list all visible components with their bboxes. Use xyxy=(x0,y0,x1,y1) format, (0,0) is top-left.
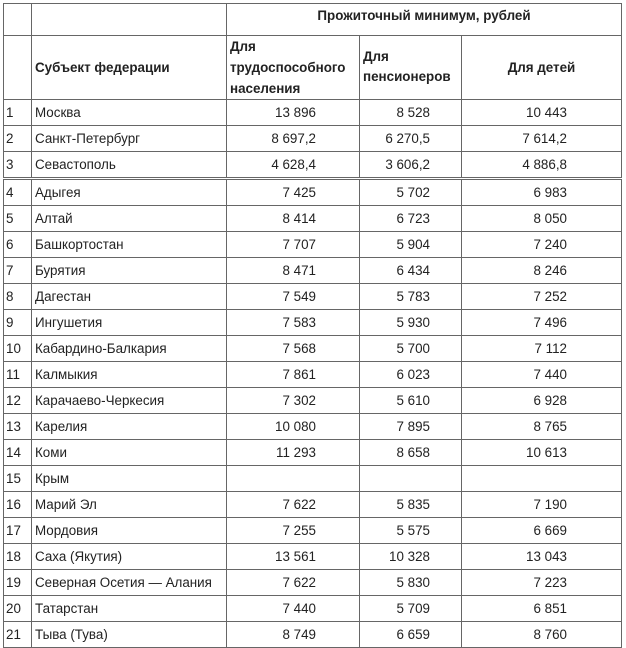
table-row xyxy=(4,310,622,336)
children-value: 8 246 xyxy=(462,258,622,284)
working-value xyxy=(227,466,360,492)
children-value: 8 050 xyxy=(462,206,622,232)
children-value: 6 669 xyxy=(462,518,622,544)
children-value: 7 252 xyxy=(462,284,622,310)
region-name: Башкортостан xyxy=(32,232,227,258)
pensioners-column-header: Для пенсионеров xyxy=(360,36,462,100)
column-header-row xyxy=(4,36,622,100)
pensioners-value: 5 835 xyxy=(360,492,462,518)
children-value: 10 443 xyxy=(462,100,622,126)
pensioners-value: 7 895 xyxy=(360,414,462,440)
working-value: 8 749 xyxy=(227,622,360,648)
children-value: 7 614,2 xyxy=(462,126,622,152)
working-value: 7 622 xyxy=(227,492,360,518)
table-body xyxy=(4,100,622,648)
region-name: Татарстан xyxy=(32,596,227,622)
children-value: 7 240 xyxy=(462,232,622,258)
row-number: 5 xyxy=(4,206,32,232)
region-column-header: Субъект федерации xyxy=(32,36,227,100)
row-number: 16 xyxy=(4,492,32,518)
children-value: 7 440 xyxy=(462,362,622,388)
children-value: 10 613 xyxy=(462,440,622,466)
children-value: 8 765 xyxy=(462,414,622,440)
working-value: 7 425 xyxy=(227,179,360,206)
table-row xyxy=(4,100,622,126)
row-number: 9 xyxy=(4,310,32,336)
pensioners-value: 8 658 xyxy=(360,440,462,466)
working-value: 7 302 xyxy=(227,388,360,414)
pensioners-value: 5 904 xyxy=(360,232,462,258)
table-row xyxy=(4,570,622,596)
pensioners-value: 6 270,5 xyxy=(360,126,462,152)
table-row xyxy=(4,179,622,206)
row-number: 4 xyxy=(4,179,32,206)
pensioners-value: 5 709 xyxy=(360,596,462,622)
row-number: 15 xyxy=(4,466,32,492)
row-number: 18 xyxy=(4,544,32,570)
corner-cell xyxy=(4,4,32,36)
working-value: 7 622 xyxy=(227,570,360,596)
region-name: Мордовия xyxy=(32,518,227,544)
region-name: Саха (Якутия) xyxy=(32,544,227,570)
pensioners-value: 10 328 xyxy=(360,544,462,570)
pensioners-value: 5 702 xyxy=(360,179,462,206)
children-value: 6 851 xyxy=(462,596,622,622)
table-row xyxy=(4,284,622,310)
row-number: 2 xyxy=(4,126,32,152)
row-number: 19 xyxy=(4,570,32,596)
row-number: 21 xyxy=(4,622,32,648)
pensioners-value: 6 723 xyxy=(360,206,462,232)
row-number: 6 xyxy=(4,232,32,258)
region-name: Карелия xyxy=(32,414,227,440)
row-number: 7 xyxy=(4,258,32,284)
subsistence-minimum-table-wrapper xyxy=(3,3,622,648)
region-name: Дагестан xyxy=(32,284,227,310)
region-name: Кабардино-Балкария xyxy=(32,336,227,362)
pensioners-value xyxy=(360,466,462,492)
pensioners-value: 5 700 xyxy=(360,336,462,362)
table-row xyxy=(4,152,622,179)
pensioners-value: 5 610 xyxy=(360,388,462,414)
region-name: Коми xyxy=(32,440,227,466)
table-row xyxy=(4,232,622,258)
region-name: Карачаево-Черкесия xyxy=(32,388,227,414)
table-row xyxy=(4,518,622,544)
table-row xyxy=(4,440,622,466)
row-number: 11 xyxy=(4,362,32,388)
row-number: 14 xyxy=(4,440,32,466)
table-row xyxy=(4,336,622,362)
table-row xyxy=(4,206,622,232)
table-row xyxy=(4,414,622,440)
working-value: 7 549 xyxy=(227,284,360,310)
region-name: Северная Осетия — Алания xyxy=(32,570,227,596)
row-number: 1 xyxy=(4,100,32,126)
group-header-row xyxy=(4,4,622,36)
working-value: 11 293 xyxy=(227,440,360,466)
working-value: 7 861 xyxy=(227,362,360,388)
table-row xyxy=(4,466,622,492)
number-header xyxy=(4,36,32,100)
children-value: 4 886,8 xyxy=(462,152,622,179)
region-name: Севастополь xyxy=(32,152,227,179)
region-name: Крым xyxy=(32,466,227,492)
region-name: Санкт-Петербург xyxy=(32,126,227,152)
working-value: 7 707 xyxy=(227,232,360,258)
pensioners-value: 8 528 xyxy=(360,100,462,126)
working-value: 7 440 xyxy=(227,596,360,622)
working-value: 13 561 xyxy=(227,544,360,570)
children-value: 7 190 xyxy=(462,492,622,518)
table-row xyxy=(4,492,622,518)
working-value: 8 697,2 xyxy=(227,126,360,152)
working-value: 10 080 xyxy=(227,414,360,440)
children-value: 13 043 xyxy=(462,544,622,570)
row-number: 3 xyxy=(4,152,32,179)
row-number: 13 xyxy=(4,414,32,440)
region-name: Ингушетия xyxy=(32,310,227,336)
children-value xyxy=(462,466,622,492)
region-name: Москва xyxy=(32,100,227,126)
children-value: 7 223 xyxy=(462,570,622,596)
row-number: 20 xyxy=(4,596,32,622)
row-number: 8 xyxy=(4,284,32,310)
subsistence-minimum-table xyxy=(3,3,622,648)
group-header: Прожиточный минимум, рублей xyxy=(227,4,622,36)
pensioners-value: 6 659 xyxy=(360,622,462,648)
table-row xyxy=(4,362,622,388)
children-value: 7 112 xyxy=(462,336,622,362)
working-value: 7 255 xyxy=(227,518,360,544)
children-value: 7 496 xyxy=(462,310,622,336)
table-row xyxy=(4,622,622,648)
pensioners-value: 5 930 xyxy=(360,310,462,336)
region-name: Адыгея xyxy=(32,179,227,206)
pensioners-value: 5 575 xyxy=(360,518,462,544)
working-column-header: Для трудоспособного населения xyxy=(227,36,360,100)
region-name: Алтай xyxy=(32,206,227,232)
table-row xyxy=(4,126,622,152)
working-value: 8 471 xyxy=(227,258,360,284)
region-name: Калмыкия xyxy=(32,362,227,388)
table-row xyxy=(4,258,622,284)
pensioners-value: 5 830 xyxy=(360,570,462,596)
table-row xyxy=(4,388,622,414)
working-value: 7 568 xyxy=(227,336,360,362)
children-value: 8 760 xyxy=(462,622,622,648)
children-value: 6 928 xyxy=(462,388,622,414)
children-column-header: Для детей xyxy=(462,36,622,100)
working-value: 4 628,4 xyxy=(227,152,360,179)
pensioners-value: 5 783 xyxy=(360,284,462,310)
row-number: 10 xyxy=(4,336,32,362)
region-name: Тыва (Тува) xyxy=(32,622,227,648)
row-number: 12 xyxy=(4,388,32,414)
working-value: 7 583 xyxy=(227,310,360,336)
region-name: Бурятия xyxy=(32,258,227,284)
table-row xyxy=(4,544,622,570)
row-number: 17 xyxy=(4,518,32,544)
pensioners-value: 6 434 xyxy=(360,258,462,284)
pensioners-value: 6 023 xyxy=(360,362,462,388)
pensioners-value: 3 606,2 xyxy=(360,152,462,179)
children-value: 6 983 xyxy=(462,179,622,206)
blank-header-cell xyxy=(32,4,227,36)
region-name: Марий Эл xyxy=(32,492,227,518)
table-row xyxy=(4,596,622,622)
working-value: 13 896 xyxy=(227,100,360,126)
working-value: 8 414 xyxy=(227,206,360,232)
